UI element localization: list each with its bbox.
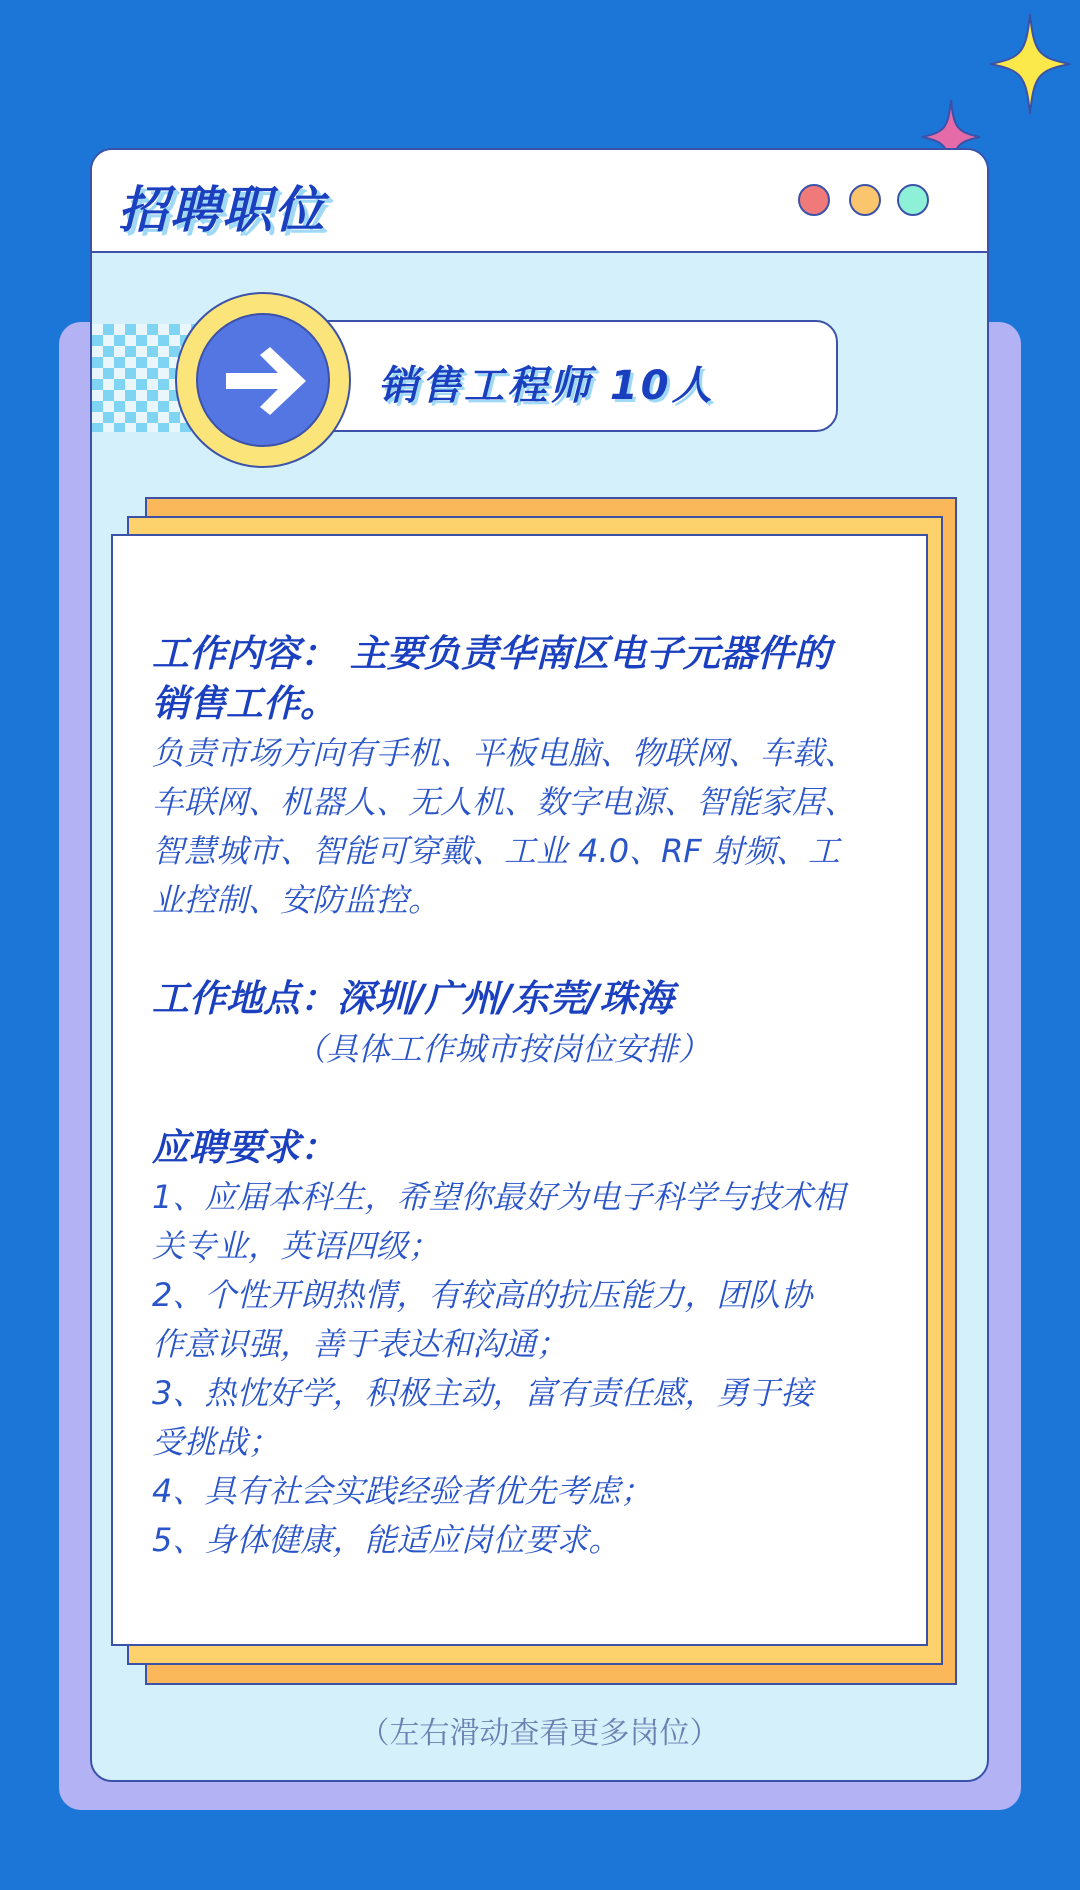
job-content-line: 智慧城市、智能可穿戴、工业 4.0、RF 射频、工 — [152, 832, 840, 870]
requirement-line: 受挑战； — [152, 1423, 281, 1461]
minimize-dot[interactable] — [849, 184, 881, 216]
requirement-line: 1、应届本科生，希望你最好为电子科学与技术相 — [152, 1178, 845, 1216]
window-title: 招聘职位 — [118, 181, 326, 239]
job-content-line: 业控制、安防监控。 — [152, 881, 441, 919]
requirement-line: 作意识强，善于表达和沟通； — [152, 1325, 569, 1363]
location-note: （具体工作城市按岗位安排） — [293, 1030, 710, 1068]
window-titlebar — [92, 150, 987, 253]
arrow-button[interactable] — [175, 292, 351, 468]
job-detail-card — [111, 534, 928, 1646]
requirements-heading: 应聘要求： — [152, 1126, 337, 1169]
location-heading: 工作地点：深圳/广州/东莞/珠海 — [152, 977, 674, 1020]
maximize-dot[interactable] — [897, 184, 929, 216]
requirement-line: 4、具有社会实践经验者优先考虑； — [152, 1472, 653, 1510]
job-content-heading-2: 销售工作。 — [152, 682, 337, 725]
position-pill[interactable] — [290, 320, 838, 432]
job-detail-content — [152, 629, 892, 1565]
requirement-line: 2、个性开朗热情，有较高的抗压能力，团队协 — [152, 1276, 813, 1314]
requirement-line: 关专业，英语四级； — [152, 1227, 441, 1265]
job-content-line: 负责市场方向有手机、平板电脑、物联网、车载、 — [152, 734, 857, 772]
arrow-circle-inner — [196, 313, 330, 447]
sparkle-yellow-icon — [988, 12, 1072, 116]
arrow-right-icon — [220, 345, 310, 417]
requirement-line: 5、身体健康，能适应岗位要求。 — [152, 1521, 621, 1559]
close-dot[interactable] — [798, 184, 830, 216]
job-content-heading-1: 工作内容： 主要负责华南区电子元器件的 — [152, 632, 831, 675]
requirement-line: 3、热忱好学，积极主动，富有责任感，勇于接 — [152, 1374, 813, 1412]
position-title: 销售工程师 10人 — [378, 363, 715, 409]
swipe-hint: （左右滑动查看更多岗位） — [359, 1716, 720, 1751]
job-content-line: 车联网、机器人、无人机、数字电源、智能家居、 — [152, 783, 857, 821]
